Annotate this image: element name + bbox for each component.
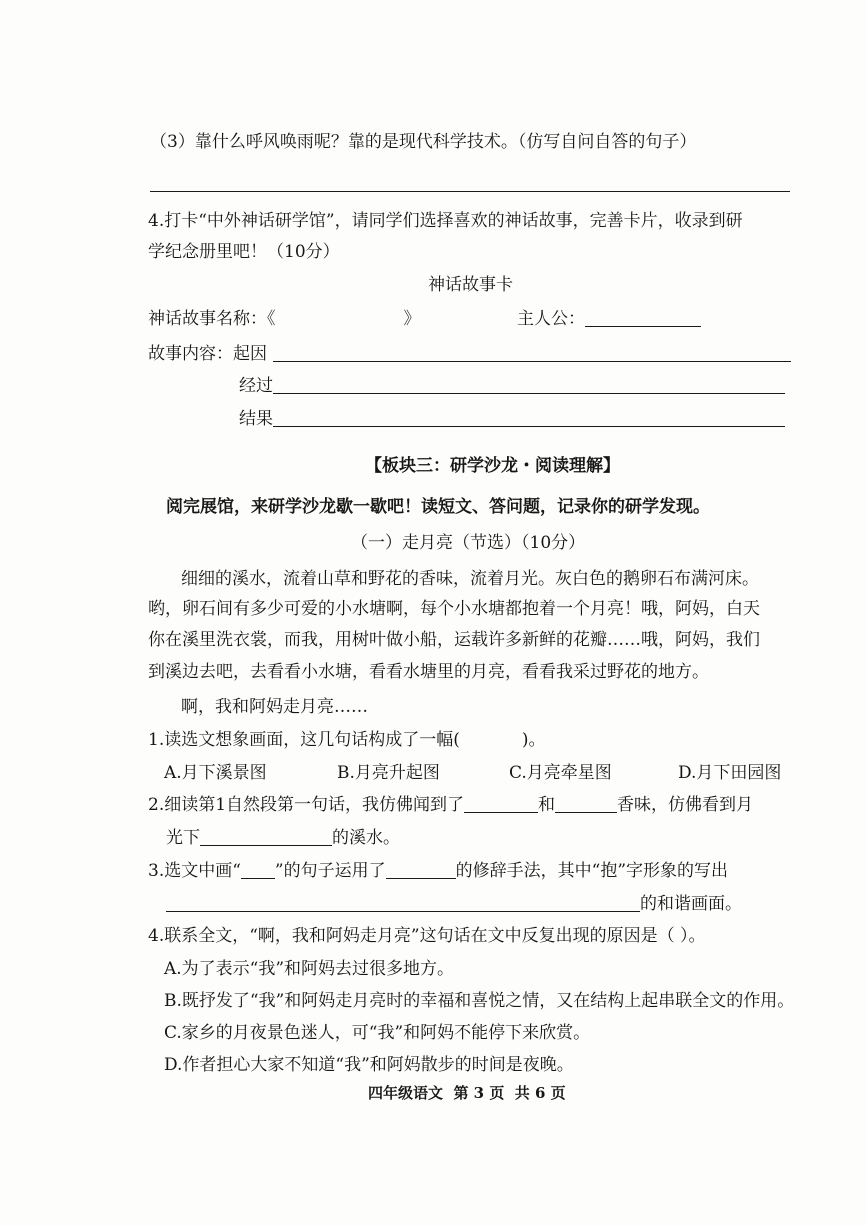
passage-line: 你在溪里洗衣裳，而我，用树叶做小船，运载许多新鲜的花瓣……哦，阿妈，我们 <box>148 630 760 650</box>
q2-text-a: 2.细读第1自然段第一句话，我仿佛闻到了 <box>148 795 465 815</box>
q3-text-b: ”的句子运用了 <box>274 861 386 881</box>
card-content-label: 故事内容：起因 <box>148 344 267 364</box>
q3-text-a: 3.选文中画“ <box>148 861 241 881</box>
card-name-label: 神话故事名称： <box>148 309 267 329</box>
card-name-row <box>148 307 421 331</box>
q1-text <box>148 728 546 752</box>
q3-text-c: 的修辞手法，其中“抱”字形象的写出 <box>455 861 729 881</box>
process-answer-line[interactable] <box>273 393 785 394</box>
card-result-label: 结果 <box>239 409 273 429</box>
q3-prompt: （3）靠什么呼风唤雨呢？靠的是现代科学技术。（仿写自问自答的句子） <box>150 132 697 152</box>
q2-blank-2[interactable] <box>555 794 617 813</box>
q4-question: 4.联系全文，“啊，我和阿妈走月亮”这句话在文中反复出现的原因是（ ）。 <box>148 926 706 946</box>
q3-answer-line[interactable] <box>150 191 790 192</box>
q2-line2 <box>166 826 400 850</box>
card-title: 神话故事卡 <box>428 275 513 295</box>
passage-line: 到溪边去吧，去看看小水塘，看看水塘里的月亮，看看我采过野花的地方。 <box>148 662 709 682</box>
q4-option[interactable]: C.家乡的月夜景色迷人，可“我”和阿妈不能停下来欣赏。 <box>164 1023 591 1043</box>
q1-option[interactable]: D.月下田园图 <box>678 763 782 783</box>
section3-heading: 【板块三：研学沙龙・阅读理解】 <box>365 456 620 476</box>
page-footer: 四年级语文 第 3 页 共 6 页 <box>368 1084 566 1102</box>
q1-option[interactable]: C.月亮牵星图 <box>509 763 612 783</box>
q4-option[interactable]: A.为了表示“我”和阿妈去过很多地方。 <box>164 959 455 979</box>
q4-option[interactable]: B.既抒发了“我”和阿妈走月亮时的幸福和喜悦之情，又在结构上起串联全文的作用。 <box>164 991 795 1011</box>
q3-blank-1[interactable] <box>386 860 456 879</box>
card-process-label: 经过 <box>239 376 273 396</box>
q4-line2: 学纪念册里吧！（10分） <box>148 242 340 262</box>
q2-line1 <box>148 793 753 817</box>
q3-text-d: 的和谐画面。 <box>640 894 742 914</box>
passage-title: （一）走月亮（节选）（10分） <box>351 533 586 553</box>
hero-field[interactable] <box>585 308 701 327</box>
card-open-quote: 《 <box>267 309 276 329</box>
q2-blank-3[interactable] <box>200 827 332 846</box>
q3-line2 <box>166 892 742 916</box>
q2-blank-1[interactable] <box>464 794 538 813</box>
q1-text-a: 1.读选文想象画面，这几句话构成了一幅( <box>148 730 460 750</box>
q2-text-d: 光下 <box>166 828 200 848</box>
q2-text-b: 和 <box>538 795 556 815</box>
q3-line1 <box>148 859 728 883</box>
passage-line: 哟，卵石间有多少可爱的小水塘啊，每个小水塘都抱着一个月亮！哦，阿妈，白天 <box>148 599 760 619</box>
card-hero-label: 主人公： <box>517 309 585 329</box>
result-answer-line[interactable] <box>273 426 785 427</box>
q1-text-b: )。 <box>521 730 546 750</box>
q1-option[interactable]: B.月亮升起图 <box>337 763 440 783</box>
cause-answer-line[interactable] <box>273 361 791 362</box>
card-hero-row <box>517 307 701 331</box>
q3-blank-2[interactable] <box>166 893 640 912</box>
q2-text-e: 的溪水。 <box>332 828 400 848</box>
card-close-quote: 》 <box>403 309 421 329</box>
q2-text-c: 香味，仿佛看到月 <box>617 795 754 815</box>
q3-mark-underline <box>241 860 275 879</box>
q1-option[interactable]: A.月下溪景图 <box>164 763 267 783</box>
q4-option[interactable]: D.作者担心大家不知道“我”和阿妈散步的时间是夜晚。 <box>164 1055 574 1075</box>
q4-line1: 4.打卡“中外神话研学馆”，请同学们选择喜欢的神话故事，完善卡片，收录到研 <box>148 211 743 231</box>
passage-line: 细细的溪水，流着山草和野花的香味，流着月光。灰白色的鹅卵石布满河床。 <box>181 569 759 589</box>
section3-intro: 阅完展馆，来研学沙龙歇一歇吧！读短文、答问题，记录你的研学发现。 <box>166 497 710 517</box>
passage-line: 啊，我和阿妈走月亮…… <box>181 697 368 717</box>
